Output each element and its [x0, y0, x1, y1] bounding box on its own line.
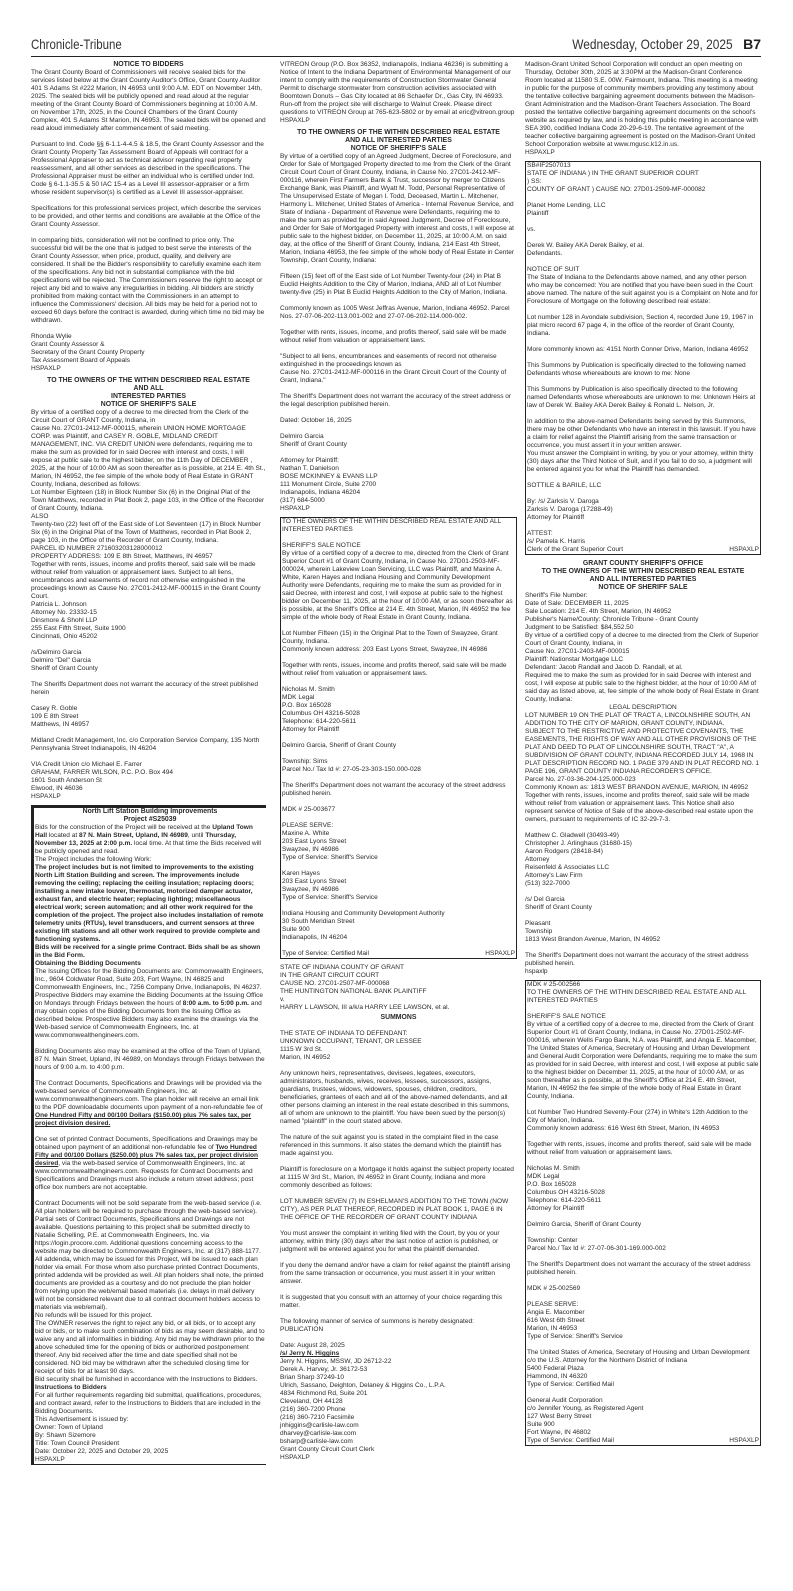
notice-paragraph: Together with rents, issues, income and profits thereof, said sale will be made without relief from valuation or appraisement laws.	[527, 1141, 752, 1156]
notice-paragraph: Dated: October 16, 2025	[280, 417, 352, 424]
column-right	[525, 61, 761, 1451]
column-left	[31, 61, 266, 1470]
notice-paragraph	[280, 1342, 517, 1462]
notice-paragraph: THE STATE OF INDIANA TO DEFENDANT: UNKNOWN OCCUPANT, TENANT, OR LESSEE 1115 W 3rd St. Marion, IN 46952	[280, 1030, 422, 1061]
notice-paragraph: Pursuant to Ind. Code §§ 6-1.1-4-4.5 & 18.5, the Grant County Assessor and the Grant County Property Tax Assessment Board of Appeals will contract for a Professional Appraiser to act as technical advisor regarding real property reassessment, and all other services as described in the specifications. The Professional Appraiser must be either an individual who is certified under Ind. Code § 6-1.1-35.5 & 50 IAC 15-4 as a Level III assessor-appraiser or a firm whose resident supervisor(s) is certified as a Level III assessor-appraiser.	[31, 141, 264, 196]
notice-heading: GRANT COUNTY SHERIFF'S OFFICE TO THE OWNERS OF THE WITHIN DESCRIBED REAL ESTATE AND ALL INTERESTED PARTIES NOTICE OF SHERIFF SALE	[541, 560, 745, 591]
notice-paragraph: Lot Number Fifteen (15) in the Original Plat to the Town of Swayzee, Grant County, Indiana. Commonly known address: 203 East Lyons Street, Swayzee, IN 46986	[282, 630, 498, 653]
notice-paragraph: /s/ Del Garcia Sheriff of Grant County	[525, 896, 592, 911]
notice-paragraph: In comparing bids, consideration will not be confined to price only. The successful bid will be the one that is judged to best serve the interests of the Grant County Assessor, when price, product, quality, and delivery are considered. It shall be the Bidder's responsibility to carefully examine each item of the specifications. Any bid not in substantial compliance with the bid specifications will be rejected. The Commissioners reserve the right to accept or reject any bid and to waive any irregularities in bidding. All bidders are strictly prohibited from making contact with the Commissioners in an attempt to influence the Commissioners' decision. All bids may be held for a period not to exceed 60 days before the contract is awarded, during which time no bid may be withdrawn.	[31, 237, 265, 324]
notice-paragraph: MDK # 25-002566 TO THE OWNERS OF THE WITHIN DESCRIBED REAL ESTATE AND ALL INTERESTED PARTIES	[527, 981, 746, 1004]
notice-paragraph: Rhonda Wylie Grant County Assessor & Secretary of the Grant County Property Tax Assessment Board of Appeals HSPAXLP	[31, 333, 145, 372]
notice-paragraph: If you deny the demand and/or have a claim for relief against the plaintiff arising from the same transaction or occurrence, you must assert it in your written answer.	[280, 1262, 511, 1285]
text-run: , via the web-based service of Commonwealth Engineers, Inc. at www.commonwealthengineers.com. Requests for Contract Documents and Specifications and Drawings must also include a return street address; post office box numbers are not acceptable.	[35, 1160, 254, 1191]
notice-paragraph: Delmiro Garcia, Sheriff of Grant County	[527, 1221, 642, 1228]
text-run: located at	[47, 832, 80, 839]
text-run: The Issuing Offices for the Bidding Documents are: Commonwealth Engineers, Inc., 9604 Coldwater Road, Suite 203, Fort Wayne, IN 46825 and Commonwealth Engineers, Inc., 7256 Company Drive, Indianapolis, IN 46237. Prospective Bidders may examine the Bidding Documents at the Issuing Office on Mondays through Fridays between the hours of	[35, 968, 264, 1007]
dateline	[544, 36, 761, 52]
notice-paragraph: Specifications for this professional services project, which describe the services to be provided, and other terms and conditions are available at the Office of the Grant County Assessor.	[31, 205, 261, 228]
emphasized-text: Thursday, November 13, 2025 at 2:00 p.m.	[35, 832, 237, 847]
notice-paragraph: The Sheriff's Department does not warrant the accuracy of the street address published herein.	[282, 782, 506, 797]
notice-paragraph: By virtue of a certified copy of a decree to me directed from the Clerk of the Circuit Court of GRANT County, Indiana, in Cause No. 27C01-2412-MF-000115, wherein UNION HOME MORTGAGE CORP. was Plaintiff, and CASEY R. GOBLE, MIDLAND CREDIT MANAGEMENT, INC. VIA CREDIT UNION were defendants, requiring me to make the sum as provided for in said Decree with interest and costs, I will expose at public sale to the highest bidder, on the 11th Day of DECEMBER , 2025, at the hour of 10:00 AM as soon thereafter as is possible, at 214 E. 4th St., Marion, IN 46952, the fee simple of the whole body of Real Estate in GRANT County, Indiana, described as follows: Lot Number Eighteen (18) in Block Number Six (6) in the Original Plat of the Town Matthews, recorded in Plat Book 2, page 103, in the Office of the Recorder of Grant County, Indiana. ALSO Twenty-two (22) feet off of the East side of Lot Seventeen (17) in Block Number Six (6) in the Original Plat of the Town of Matthews, recorded in Plat Book 2, page 103, in the Office of the Recorder of Grant County, Indiana. PARCEL ID NUMBER 271603203128000012 PROPERTY ADDRESS: 109 E 8th Street, Matthews, IN 46957 Together with rents, issues, income and profits thereof, said sale will be made without relief from valuation or appraisement laws. Subject to all liens, encumbrances and easements of record not otherwise extinguished in the proceedings known as Cause No. 27C01-2412-MF-000115 in the Grant County Court. Patricia L. Johnson Attorney No. 23332-15 Dinsmore & Shohl LLP 255 East Fifth Street, Suite 1900 Cincinnati, Ohio 45202	[31, 409, 266, 640]
legal-notice	[31, 377, 266, 801]
notice-paragraph: The Sheriff's Department does not warrant the accuracy of the street address published herein. hspaxlp	[525, 952, 749, 975]
notice-paragraph: VIA Credit Union c/o Michael E. Farrer GRAHAM, FARRER WILSON, P.C. P.O. Box 494 1601 South Anderson St Elwood, IN 46036 HSPAXLP	[31, 761, 174, 800]
notice-paragraph: PLEASE SERVE: Maxine A. White 203 East Lyons Street Swayzee, IN 46986 Type of Service: Sheriff's Service	[282, 822, 378, 861]
notice-paragraph: Derek W. Bailey AKA Derek Bailey, et al. Defendants.	[527, 242, 645, 257]
notice-paragraph	[527, 546, 759, 554]
notice-line: Type of Service: Certified Mail	[527, 1437, 614, 1444]
notice-paragraph: This Summons by Publication is also specifically directed to the following named Defendants whose whereabouts are unknown to me: Unknown Heirs at law of Derek W. Bailey AKA Derek Bailey & Ronald L. Nelson, Jr.	[527, 386, 756, 409]
page-number: B7	[743, 36, 761, 52]
notice-paragraph: Any unknown heirs, representatives, devisees, legatees, executors, administrators, husbands, wives, receives, lessees, successors, assigns, guardians, trustees, widows, widowers, spouses, children, creditors, beneficiaries, grantees of each and all of the above-named defendants, and all other persons claiming an interest in the real estate described in this summons, all of whom are unknown to the plaintiff. You have been sued by the person(s) named "plaintiff" in the court stated above.	[280, 1070, 510, 1125]
notice-paragraph: LOT NUMBER 19 ON THE PLAT OF TRACT A, LINCOLNSHIRE SOUTH, AN ADDITION TO THE CITY OF MARION, GRANT COUNTY, INDIANA. SUBJECT TO THE RESTRICTIVE AND PROTECTIVE COVENANTS, THE EASEMENTS, THE RIGHTS OF WAY AND ALL OTHER PROVISIONS OF THE PLAT AND DEED TO PLAT OF LINCOLNSHIRE SOUTH, TRACT "A", A SUBDIVISION OF GRANT COUNTY, INDIANA RECORDED JULY 14, 1968 IN PLAT DESCRIPTION RECORD NO. 1 PAGE 379 AND IN PLAT RECORD NO. 1 PAGE 196, GRANT COUNTY INDIANA RECORDER'S OFFICE. Parcel No. 27-03-36-204-125.000-023 Commonly Known as: 1813 WEST BRANDON AVENUE, MARION, IN 46952 Together with rents, issues, income and profits thereof, said sale will be made without relief from valuation or appraisement laws. This Notice shall also represent service of Notice of Sale of the above-described real estate upon the owners, pursuant to requirements of IC 32-29-7-3.	[525, 712, 760, 823]
notice-paragraph: Casey R. Goble 109 E 8th Street Matthews, IN 46957	[31, 705, 90, 728]
notice-paragraph: By virtue of a certified copy of an Agreed Judgment, Decree of Foreclosure, and Order for Sale of Mortgaged Property directed to me from the Clerk of the Grant Circuit Court Court of Grant County, Indiana, in Cause No. 27C01-2412-MF-000116, wherein First Farmers Bank & Trust, successor by merger to Citizens Exchange Bank, was Plaintiff, and Wyatt M. Todd, Personal Representative of The Unsupervised Estate of Megan I. Todd, Deceased, Martin L. Mitchener, Harmony L. Mitchener, United States of America - Internal Revenue Service, and State of Indiana - Department of Revenue were Defendants, requiring me to make the sum as provided for in said Agreed Judgment, Decree of Foreclosure, and Order for Sale of Mortgaged Property with interest and costs, I will expose at public sale to the highest bidder, on December 11, 2025, at 10:00 A.M. on said day, at the office of the Sheriff of Grant County, Indiana, 214 East 4th Street, Marion, Indiana 46953, the fee simple of the whole body of Real Estate in Center Township, Grant County, Indiana:	[280, 153, 515, 264]
text-run: For all further requirements regarding bid submittal, qualifications, procedures, and contract award, refer to the Instructions to Bidders that are included in the Bidding Documents. This Advertisement is issued by: Owner: Town of Upland By: Shawn Sizemore Title: Town Council President Date: October 22, 2025 and October 29, 2025 HSPAXLP	[35, 1392, 262, 1463]
notice-paragraph: The nature of the suit against you is stated in the complaint filed in the case referenced in this summons. It also states the demand which the plaintiff has made against you.	[280, 1134, 502, 1157]
text-run: , until	[187, 832, 206, 839]
notice-heading: North Lift Station Building Improvements Project #S25039	[82, 808, 218, 823]
emphasized-text: 8:00 a.m. to 5:00 p.m.	[182, 1000, 249, 1007]
notice-paragraph: In addition to the above-named Defendants being served by this Summons, there may be other Defendants who have an interest in this lawsuit. If you have a claim for relief against the Plaintiff arising from the same transaction or occurrence, you must assert it in your written answer. You must answer the Complaint in writing, by you or your attorney, within thirty (30) days after the Third Notice of Suit, and if you fail to do so, a judgment will be entered against you for what the Plaintiff has demanded.	[527, 418, 756, 473]
text-run: Contract Documents will not be sold separate from the web-based service (i.e. All plan holders will be required to purchase through the web-based service). Partial sets of Contract Documents, Specifications and Drawings are not available. Questions pertaining to this project shall be submitted directly to Natalie Schelling, P.E. at Commonwealth Engineers, Inc. via https://login.procore.com. Additional questions concerning access to the website may be directed to Commonwealth Engineers, Inc. at (317) 888-1177. All addenda, which may be issued for this Project, will be issued to each plan holder via email. For those whom also purchase printed Contract Documents, printed addenda will be provided as well. All plan holders shall note, the printed documents are provided as a courtesy and do not preclude the plan holder from relying upon the web/email based materials (i.e. delays in mail delivery will not be considered relevant due to all contract document holders access to materials via web/email). No refunds will be issued for this project. The OWNER reserves the right to reject any bid, or all bids, or to accept any bid or bids, or to make such combination of bids as may seem desirable, and to waive any and all informalities in bidding. Any bid may be withdrawn prior to the above scheduled time for the opening of bids or authorized postponement thereof. Any bid received after the time and date specified shall not be considered. NO bid may be withdrawn after the scheduled closing time for receipt of bids for at least 90 days. Bid security shall be furnished in accordance with the Instructions to Bidders.	[35, 1200, 265, 1383]
notice-paragraph: Fifteen (15) feet off of the East side of Lot Number Twenty-four (24) in Plat B Euclid Heights Addition to the City of Marion, Indiana, AND all of Lot Number twenty-five (25) in Plat B Euclid Heights Addition to the City of Marion, Indiana.	[280, 273, 508, 296]
notice-paragraph: Planet Home Lending, LLC Plaintiff	[527, 202, 606, 217]
emphasized-text: 87 N. Main Street, Upland, IN 46989	[79, 832, 188, 839]
notice-line: Type of Service: Certified Mail	[282, 950, 369, 957]
notice-heading: TO THE OWNERS OF THE WITHIN DESCRIBED REAL ESTATE AND ALL INTERESTED PARTIES NOTICE OF SHERIFF'S SALE	[297, 129, 500, 152]
notice-paragraph: STATE OF INDIANA COUNTY OF GRANT IN THE GRANT CIRCUIT COURT CAUSE NO. 27C01-2507-MF-000068 THE HUNTINGTON NATIONAL BANK PLAINTIFF v. HARRY L LAWSON, III a/k/a HARRY LEE LAWSON, et al.	[280, 964, 450, 1011]
notice-paragraph: You must answer the complaint in writing filed with the Court, by you or your attorney, within thirty (30) days after the last notice of action is published, or judgment will be entered against you for what the plaintiff demanded.	[280, 1230, 500, 1253]
notice-paragraph: It is suggested that you consult with an attorney of your choice regarding this matter.	[280, 1294, 502, 1309]
notice-paragraph	[35, 1080, 265, 1128]
legal-notice	[525, 560, 761, 976]
notice-paragraph: SHERIFF'S SALE NOTICE By virtue of a certified copy of a decree to me, directed from the Clerk of Grant Superior Court #1 of Grant County, Indiana, in Cause No. 27D01-2503-MF-000024, wherein Lakeview Loan Servicing, LLC was Plaintiff, and Maxine A. White, Karen Hayes and Indiana Housing and Community Development Authority were Defendants, requiring me to make the sum as provided for in said Decree, with interest and cost, I will expose at public sale to the highest bidder on December 11, 2025, at the hour of 10:00 AM, or as soon thereafter as is possible, at the Sheriff's Office at 214 E. 4th Street, Marion, IN 46952 the fee simple of the whole body of Real Estate in Grant County, Indiana.	[282, 542, 513, 621]
notice-paragraph: NOTICE OF SUIT The State of Indiana to the Defendants above named, and any other person who may be concerned: You are notified that you have been sued in the Court above named. The nature of the suit against you is a Complaint on Note and for Foreclosure of Mortgage on the following described real estate:	[527, 266, 758, 305]
notice-line: Clerk of the Grant Superior Court	[527, 546, 624, 553]
text-run: The Contract Documents, Specifications and Drawings will be provided via the web-based service of Commonwealth Engineers, Inc. at www.commonwealthengineers.com. The plan holder will receive an email link to the PDF downloadable documents upon payment of a non-refundable fee of	[35, 1080, 263, 1111]
notice-paragraph: Lot number 128 in Avondale subdivision, Section 4, recorded June 19, 1967 in plat micro record 67 page 4, in the office of the reorder of Grant County, Indiana.	[527, 314, 754, 337]
legal-notice	[525, 161, 761, 555]
notice-paragraph: Bidding Documents also may be examined at the office of the Town of Upland, 87 N. Main Street, Upland, IN 46989, on Mondays through Fridays between the hours of 9:00 a.m. to 4:00 p.m.	[35, 1048, 265, 1071]
notice-paragraph: The Sheriff's Department does not warrant the accuracy of the street address published herein.	[527, 1261, 751, 1276]
notice-paragraph	[35, 1200, 265, 1464]
notice-paragraph	[527, 1437, 759, 1445]
notice-paragraph: Attorney for Plaintiff: Nathan T. Danielson BOSE MCKINNEY & EVANS LLP 111 Monument Circle, Suite 2700 Indianapolis, Indiana 46204 (317) 684-5000 HSPAXLP	[280, 457, 378, 512]
notice-heading: TO THE OWNERS OF THE WITHIN DESCRIBED REAL ESTATE AND ALL INTERESTED PARTIES NOTICE OF SHERIFF'S SALE	[47, 377, 250, 408]
notice-paragraph: Together with rents, issues, income and profits thereof, said sale will be made without relief from valuation or appraisement laws.	[282, 662, 507, 677]
notice-paragraph: Lot Number Two Hundred Seventy-Four (274) in White's 12th Addition to the City of Marion, Indiana. Commonly known address: 616 West 6th Street, Marion, IN 46953	[527, 1109, 748, 1132]
emphasized-text: The project includes but is not limited to improvements to the existing North Lift Station Building and screen. The improvements include removing the ceiling; replacing the ceiling insulation; replacing doors; installing a new intake louver, thermostat, motorized damper actuator, exhaust fan, and electric heater; replacing lighting; miscellaneous electrical work; screen automation; and all other work required for the completion of the project. The project also includes installation of remote telemetry units (RTUs), level transducers, and current sensors at three existing lift stations and all other work required to provide complete and functioning systems. Bids will be received for a single prime Contract. Bids shall be as shown in the Bid Form. Obtaining the Bidding Documents	[35, 864, 264, 967]
text-run: One set of printed Contract Documents, Specifications and Drawings may be obtained upon payment of an additional non-refundable fee of	[35, 1136, 258, 1151]
notice-paragraph: More commonly known as: 4151 North Conner Drive, Marion, Indiana 46952	[527, 346, 749, 353]
publisher-code: HSPAXLP	[485, 950, 515, 957]
notice-paragraph: Madison-Grant United School Corporation will conduct an open meeting on Thursday, October 30th, 2025 at 3:30PM at the Madison-Grant Conference Room located at 11580 S.E. 00W. Fairmount, Indiana. This meeting is a meeting in public for the purpose of community members providing any testimony about the tentative collective bargaining agreement documents between the Madison-Grant Administration and the Madison-Grant Teachers Association. The Board posted the tentative collective bargaining agreement documents on the school's website as required by law, and is holding this public meeting in accordance with SEA 390, codified Indiana Code 20-29-6-19. The tentative agreement of the teacher collective bargaining agreement is posted on the Madison-Grant United School Corporation website at www.mgusc.k12.in.us. HSPAXLP	[525, 61, 758, 156]
text-run: and may obtain copies of the Bidding Documents from the Issuing Office as described below. Prospective Bidders may also examine the drawings via the Web-based service of Commonwealth Engineers, Inc. at www.commonwealthengineers.com.	[35, 1000, 262, 1039]
legal-notice	[280, 964, 517, 1462]
emphasized-text: Two Hundred Fifty and 00/100 Dollars ($250.00) plus 7% sales tax, per project division desired	[35, 1144, 259, 1167]
legal-notice	[31, 805, 266, 1465]
notice-paragraph: Indiana Housing and Community Development Authority 30 South Meridian Street Suite 900 Indianapolis, IN 46204	[282, 910, 445, 941]
notice-paragraph	[35, 1136, 265, 1192]
legal-notice	[525, 61, 761, 157]
notice-paragraph: MDK # 25-002569	[527, 1285, 581, 1292]
notice-paragraph: Plaintiff is foreclosure on a Mortgage it holds against the subject property located at 1115 W 3rd St., Marion, IN 46952 in Grant County, Indiana and more commonly described as follows:	[280, 1166, 514, 1189]
notice-paragraph: The United States of America, Secretary of Housing and Urban Development c/o the U.S. Attorney for the Northern District of Indiana 5400 Federal Plaza Hammond, IN 46320 Type of Service: Certified Mail	[527, 1349, 750, 1388]
notice-paragraph: Township: Center Parcel No./ Tax Id #: 27-07-06-301-169.000-002	[527, 1237, 666, 1252]
emphasized-text: Upland Town Hall	[35, 824, 253, 839]
notice-paragraph: Commonly known as 1005 West Jeffras Avenue, Marion, Indiana 46952. Parcel Nos. 27-07-06-202-113.001-002 and 27-07-06-202-114.000-002.	[280, 305, 510, 320]
notice-paragraph: Matthew C. Gladwell (30493-49) Christopher J. Arlinghaus (31680-15) Aaron Rodgers (28418-84) Attorney Reisenfeld & Associates LLC Attorney's Law Firm (513) 322-7000	[525, 832, 632, 887]
notice-heading: SUMMONS	[380, 1014, 417, 1021]
notice-paragraph: This Summons by Publication is specifically directed to the following named Defendants whose whereabouts are known to me: None	[527, 362, 746, 377]
notice-paragraph: MDK # 25-003677	[282, 806, 336, 813]
notice-paragraph: Sheriff's File Number: Date of Sale: DECEMBER 11, 2025 Sale Location: 214 E. 4th Street, Marion, IN 46952 Publisher's Name/County: Chronicle Tribune - Grant County Judgment to be Satisfied: $84,552.50 By virtue of a certified copy of a decree to me directed from the Clerk of Superior Court of Grant County, Indiana, in Cause No. 27C01-2403-MF-000015 Plaintiff: Nationstar Mortgage LLC Defendant: Jacob Randall and Jacob D. Randall, et al. Required me to make the sum as provided for in said Decree with interest and cost, I will expose at public sale to the highest bidder, at the hour of 10:00 AM of said day as listed above, at, fee simple of the whole body of Real Estate in Grant County, Indiana:	[525, 592, 759, 703]
legal-notice	[525, 980, 761, 1446]
notice-paragraph	[35, 824, 265, 1040]
text-run: Bids for the construction of the Project will be received at the	[35, 824, 213, 831]
notice-paragraph: The Grant County Board of Commissioners will receive sealed bids for the services listed below at the Grant County Auditor's Office, Grant County Auditor 401 S Adams St #222 Marion, IN 46953 until 9:00 A.M. EDT on November 14th, 2025. The sealed bids will be publicly opened and read aloud at the regular meeting of the Grant County Board of Commissioners beginning at 10:00 A.M. on November 17th, 2025, in the Council Chambers of the Grant County Complex, 401 S Adams St Marion, IN 46953. The sealed bids will be opened and read aloud immediately after commencement of said meeting.	[31, 69, 266, 132]
text-run: Jerry N. Higgins, MSSW, JD 26712-22 Derek A. Harvey, Jr. 36172-53 Brian Sharp 37249-10 Ulrich, Sassano, Deighton, Delaney & Higgins Co., L.P.A. 4834 Richmond Rd, Suite 201 Cleveland, OH 44128 (216) 360-7200 Phone (216) 360-7210 Facsimile jnhiggins@carlisle-law.com dharvey@carlisle-law.com bsharp@carlisle-law.com Grant County Circuit Court Clerk HSPAXLP	[280, 1358, 446, 1461]
legal-notice	[31, 61, 266, 373]
legal-notice	[280, 129, 517, 513]
notice-paragraph: LEGAL DESCRIPTION	[609, 704, 677, 711]
emphasized-text: One Hundred Fifty and 00/100 Dollars ($150.00) plus 7% sales tax, per project division desired.	[35, 1112, 252, 1127]
notice-paragraph: Pleasant Township 1813 West Brandon Avenue, Marion, IN 46952	[525, 920, 661, 943]
issue-date: Wednesday, October 29, 2025	[572, 36, 734, 52]
notice-heading: NOTICE TO BIDDERS	[113, 61, 184, 68]
notice-paragraph: LOT NUMBER SEVEN (7) IN ESHELMAN'S ADDITION TO THE TOWN (NOW CITY), AS PER PLAT THEREOF, RECORDED IN PLAT BOOK 1, PAGE 6 IN THE OFFICE OF THE RECORDER OF GRANT COUNTY INDIANA	[280, 1198, 509, 1221]
legal-notice	[280, 61, 517, 125]
notice-paragraph: ATTEST: /s/ Pamela K. Harris	[527, 530, 586, 545]
notice-paragraph: Township: Sims Parcel No./ Tax Id #: 27-05-23-303-150.000-028	[282, 758, 421, 773]
notice-paragraph: SOTTILE & BARILE, LLC	[527, 482, 602, 489]
notice-paragraph: Midland Credit Management, Inc. c/o Corporation Service Company, 135 North Pennsylvania Street Indianapolis, IN 46204	[31, 737, 260, 752]
publisher-code: HSPAXLP	[729, 546, 759, 553]
notice-paragraph	[282, 950, 515, 958]
masthead	[31, 36, 761, 57]
column-middle	[280, 61, 517, 1466]
notice-paragraph: The Sheriff's Department does not warrant the accuracy of the street address or the legal description published herein.	[280, 393, 512, 408]
notice-paragraph: Delmiro Garcia Sheriff of Grant County	[280, 433, 347, 448]
notice-paragraph: Nicholas M. Smith MDK Legal P.O. Box 165028 Columbus OH 43216-5028 Telephone: 614-220-5611 Attorney for Plaintiff	[282, 686, 360, 733]
text-run: local time. At that time the Bids received will be publicly opened and read. The Project includes the following Work:	[35, 840, 261, 863]
notice-paragraph: TO THE OWNERS OF THE WITHIN DESCRIBED REAL ESTATE AND ALL INTERESTED PARTIES	[282, 518, 501, 533]
notice-paragraph: /s/Delmiro Garcia Delmiro "Del" Garcia Sheriff of Grant County	[31, 649, 98, 672]
notice-paragraph: SB#IF2507013 STATE OF INDIANA ) IN THE GRANT SUPERIOR COURT ) SS: COUNTY OF GRANT ) CAUSE NO: 27D01-2509-MF-000082	[527, 162, 706, 193]
notice-paragraph: PLEASE SERVE: Angia E. Macomber 616 West 6th Street Marion, IN 46953 Type of Service: Sheriff's Service	[527, 1301, 623, 1340]
notice-paragraph: The following manner of service of summons is hereby designated: PUBLICATION	[280, 1318, 474, 1333]
emphasized-text: Instructions to Bidders	[35, 1384, 107, 1391]
notice-paragraph: vs.	[527, 226, 536, 233]
notice-paragraph: VITREON Group (P.O. Box 36352, Indianapolis, Indiana 46236) is submitting a Notice of Intent to the Indiana Department of Environmental Management of our intent to comply with the requirements of Construction Stormwater General Permit to discharge stormwater from construction activities associated with Boomtown Donuts – Gas City located at 86 Schaefer Dr., Gas City, IN 46933. Run-off from the project site will discharge to Walnut Creek. Please direct questions to VITREON Group at 765-623-5802 or by email at eric@vitreon.group HSPAXLP	[280, 61, 515, 124]
text-run: Date: August 28, 2025	[280, 1342, 345, 1349]
notice-paragraph: Together with rents, issues, income, and profits thereof, said sale will be made without relief from valuation or appraisement laws.	[280, 329, 507, 344]
notice-paragraph: By: /s/ Zarksis V. Daroga Zarksis V. Daroga (17288-49) Attorney for Plaintiff	[527, 498, 613, 521]
notice-paragraph: "Subject to all liens, encumbrances and easements of record not otherwise extinguished in the proceedings known as Cause No. 27C01-2412-MF-000116 in the Grant Circuit Court of the County of Grant, Indiana."	[280, 353, 507, 384]
newspaper-name: Chronicle-Tribune	[31, 36, 122, 52]
legal-notice	[280, 517, 517, 959]
publisher-code: HSPAXLP	[729, 1437, 759, 1444]
notice-paragraph: Karen Hayes 203 East Lyons Street Swayzee, IN 46986 Type of Service: Sheriff's Service	[282, 870, 378, 901]
emphasized-text: /s/ Jerry N. Higgins	[280, 1350, 340, 1357]
notice-paragraph: Delmiro Garcia, Sheriff of Grant County	[282, 742, 397, 749]
notice-paragraph: Nicholas M. Smith MDK Legal P.O. Box 165028 Columbus OH 43216-5028 Telephone: 614-220-5611 Attorney for Plaintiff	[527, 1165, 605, 1212]
notice-paragraph: General Audit Corporation c/o Jennifer Young, as Registered Agent 127 West Berry Street Suite 900 Fort Wayne, IN 46802	[527, 1397, 644, 1436]
notice-paragraph: SHERIFF'S SALE NOTICE By virtue of a certified copy of a decree to me, directed from the Clerk of Grant Superior Court #1 of Grant County, Indiana, in Cause No. 27D01-2502-MF-000016, wherein Wells Fargo Bank, N.A. was Plaintiff, and Angia E. Macomber, The United States of America, Secretary of Housing and Urban Development and General Audit Corporation were Defendants, requiring me to make the sum as provided for in said Decree, with interest and cost, I will expose at public sale to the highest bidder on December 11, 2025, at the hour of 10:00 AM, or as soon thereafter as is possible, at the Sheriff's Office at 214 E. 4th Street, Marion, IN 46952 the fee simple of the whole body of Real Estate in Grant County, Indiana.	[527, 1013, 759, 1100]
notice-paragraph: The Sheriffs Department does not warrant the accuracy of the street published herein	[31, 681, 258, 696]
